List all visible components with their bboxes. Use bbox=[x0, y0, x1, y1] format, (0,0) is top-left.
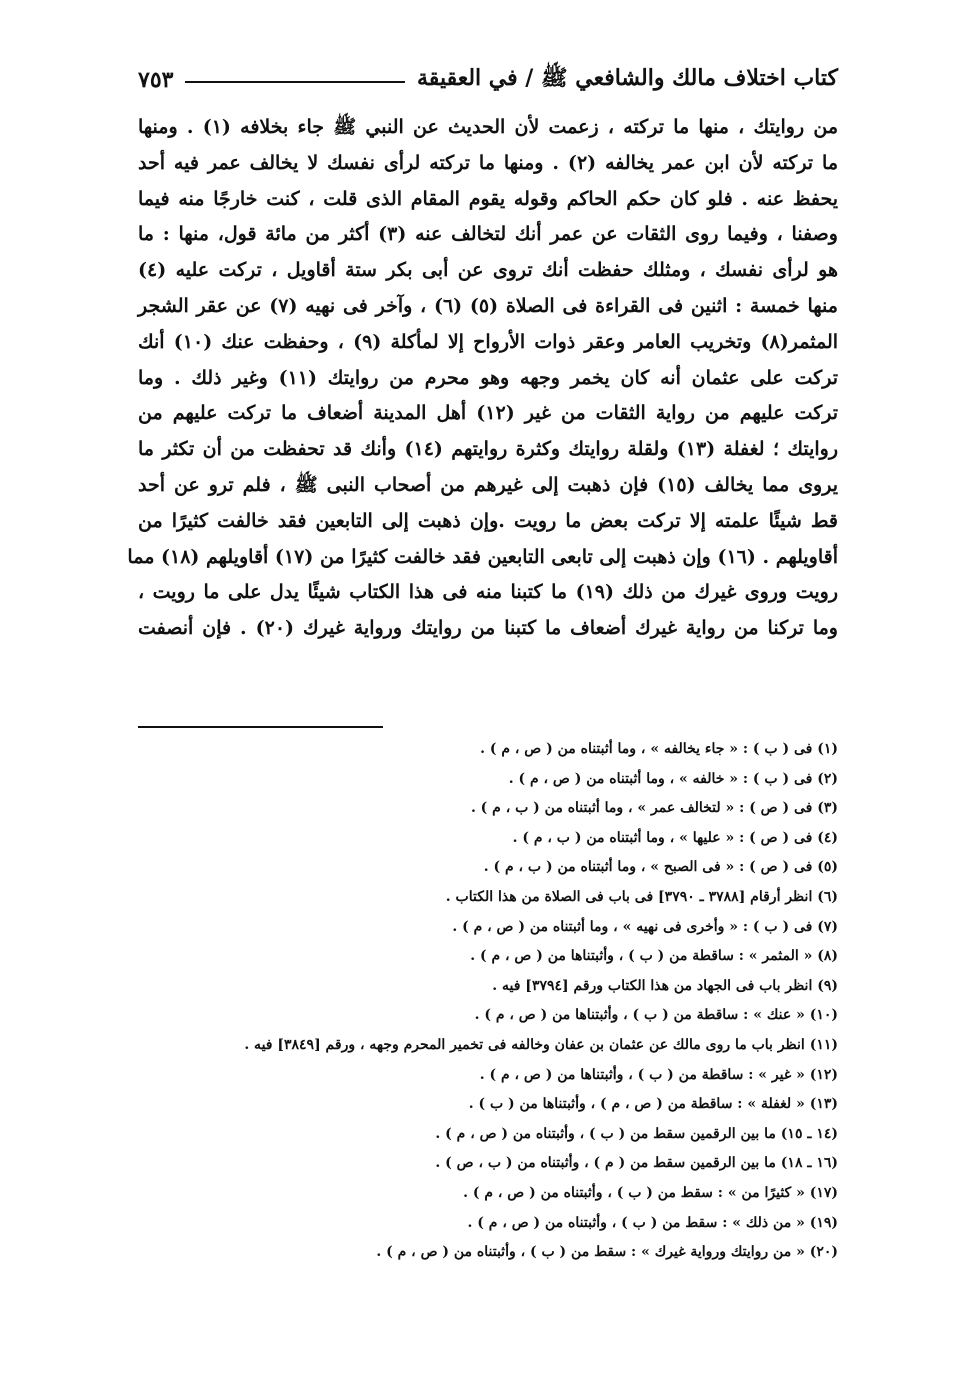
page-number: ٧٥٣ bbox=[138, 67, 174, 93]
main-text bbox=[127, 110, 839, 647]
footnote: (١٩) « من ذلك » : سقط من ( ب ) ، وأثبتناه من ( ص ، م ) . bbox=[467, 1214, 838, 1231]
text-line: تركت على عثمان أنه كان يخمر وجهه وهو محرم من روايتك (١١) وغير ذلك . وما bbox=[138, 366, 838, 389]
footnote: (٧) فى ( ب ) : « وأخرى فى نهيه » ، وما أثبتناه من ( ص ، م ) . bbox=[452, 918, 838, 935]
footnote: (١٤ ـ ١٥) ما بين الرقمين سقط من ( ب ) ، وأثبتناه من ( ص ، م ) . bbox=[435, 1125, 838, 1142]
footnote: (٣) فى ( ص ) : « لتخالف عمر » ، وما أثبتناه من ( ب ، م ) . bbox=[470, 800, 838, 817]
footnote: (١٧) « كثيرًا من » : سقط من ( ب ) ، وأثبتناه من ( ص ، م ) . bbox=[463, 1184, 838, 1201]
text-line: ما تركته لأن ابن عمر يخالفه (٢) . ومنها ما تركته لرأى نفسك لا يخالف عمر فيه أحد bbox=[138, 151, 838, 174]
footnote: (٩) انظر باب فى الجهاد من هذا الكتاب ورقم [٣٧٩٤] فيه . bbox=[492, 977, 838, 994]
text-line: رويت وروى غيرك من ذلك (١٩) ما كتبنا منه فى هذا الكتاب شيئًا يدل على ما رويت ، bbox=[138, 581, 838, 604]
text-line: تركت عليهم من رواية الثقات من غير (١٢) أهل المدينة أضعاف ما تركت عليهم من bbox=[138, 402, 839, 425]
text-line: قط شيئًا علمته إلا تركت بعض ما رويت .وإن ذهبت إلى التابعين فقد خالفت كثيرًا من bbox=[138, 509, 838, 532]
footnote-separator bbox=[138, 726, 383, 728]
footnote: (٢٠) « من روايتك ورواية غيرك » : سقط من ( ب ) ، وأثبتناه من ( ص ، م ) . bbox=[376, 1244, 838, 1261]
text-line: هو لرأى نفسك ، ومثلك حفظت أنك تروى عن أبى بكر ستة أقاويل ، تركت عليه (٤) bbox=[138, 259, 838, 282]
text-line: من روايتك ، منها ما تركته ، زعمت لأن الحديث عن النبي ﷺ جاء بخلافه (١) . ومنها bbox=[138, 116, 839, 138]
text-line: أقاويلهم . (١٦) وإن ذهبت إلى تابعى التابعين فقد خالفت كثيرًا من (١٧) أقاويلهم (١٨) مما bbox=[127, 545, 838, 568]
footnote: (١) فى ( ب ) : « جاء يخالفه » ، وما أثبتناه من ( ص ، م ) . bbox=[480, 741, 838, 757]
footnote: (١٢) « غير » : ساقطة من ( ب ) ، وأثبتناها من ( ص ، م ) . bbox=[479, 1066, 838, 1083]
footnote: (١٦ ـ ١٨) ما بين الرقمين سقط من ( م ) ، وأثبتناه من ( ب ، ص ) . bbox=[435, 1155, 838, 1172]
footnote: (١٠) « عنك » : ساقطة من ( ب ) ، وأثبتناها من ( ص ، م ) . bbox=[474, 1007, 838, 1024]
text-line: وما تركنا من رواية غيرك أضعاف ما كتبنا من روايتك ورواية غيرك (٢٠) . فإن أنصفت bbox=[138, 617, 838, 640]
text-line: يحفظ عنه . فلو كان حكم الحاكم وقوله يقوم المقام الذى قلت ، كنت خارجًا منه فيما bbox=[138, 187, 838, 210]
running-header bbox=[138, 60, 838, 100]
footnote: (٨) « المثمر » : ساقطة من ( ب ) ، وأثبتناها من ( ص ، م ) . bbox=[470, 948, 838, 965]
text-line: منها خمسة : اثنين فى القراءة فى الصلاة (٥) (٦) ، وآخر فى نهيه (٧) عن عقر الشجر bbox=[138, 294, 838, 317]
text-line: المثمر(٨) وتخريب العامر وعقر ذوات الأرواح إلا لمأكلة (٩) ، وحفظت عنك (١٠) أنك bbox=[138, 330, 839, 353]
text-line: روايتك ؛ لغفلة (١٣) ولقلة روايتك وكثرة روايتهم (١٤) وأنك قد تحفظت من أن تكثر ما bbox=[138, 438, 838, 461]
footnote: (٤) فى ( ص ) : « عليها » ، وما أثبتناه من ( ب ، م ) . bbox=[512, 829, 838, 846]
footnote: (٥) فى ( ص ) : « فى الصبح » ، وما أثبتناه من ( ب ، م ) . bbox=[483, 859, 838, 876]
text-line: يروى مما يخالف (١٥) فإن ذهبت إلى غيرهم من أصحاب النبى ﷺ ، فلم ترو عن أحد bbox=[138, 473, 839, 496]
header-rule bbox=[185, 81, 405, 83]
footnotes bbox=[200, 735, 838, 1268]
text-line: وصفنا ، وفيما روى الثقات عن عمر أنك لتخالف عنه (٣) أكثر من مائة قول، منها : ما bbox=[138, 223, 838, 246]
footnote: (٦) انظر أرقام [٣٧٨٨ ـ ٣٧٩٠] فى باب فى الصلاة من هذا الكتاب . bbox=[445, 888, 838, 905]
footnote: (١٣) « لغفلة » : ساقطة من ( ص ، م ) ، وأثبتناها من ( ب ) . bbox=[468, 1096, 838, 1113]
footnote: (١١) انظر باب ما روى مالك عن عثمان بن عفان وخالفه فى تخمير المحرم وجهه ، ورقم [٣٨٤٩] فيه . bbox=[244, 1036, 838, 1053]
header-title: كتاب اختلاف مالك والشافعي ﷺ / في العقيقة bbox=[417, 65, 838, 91]
footnote: (٢) فى ( ب ) : « خالفه » ، وما أثبتناه من ( ص ، م ) . bbox=[508, 770, 838, 787]
